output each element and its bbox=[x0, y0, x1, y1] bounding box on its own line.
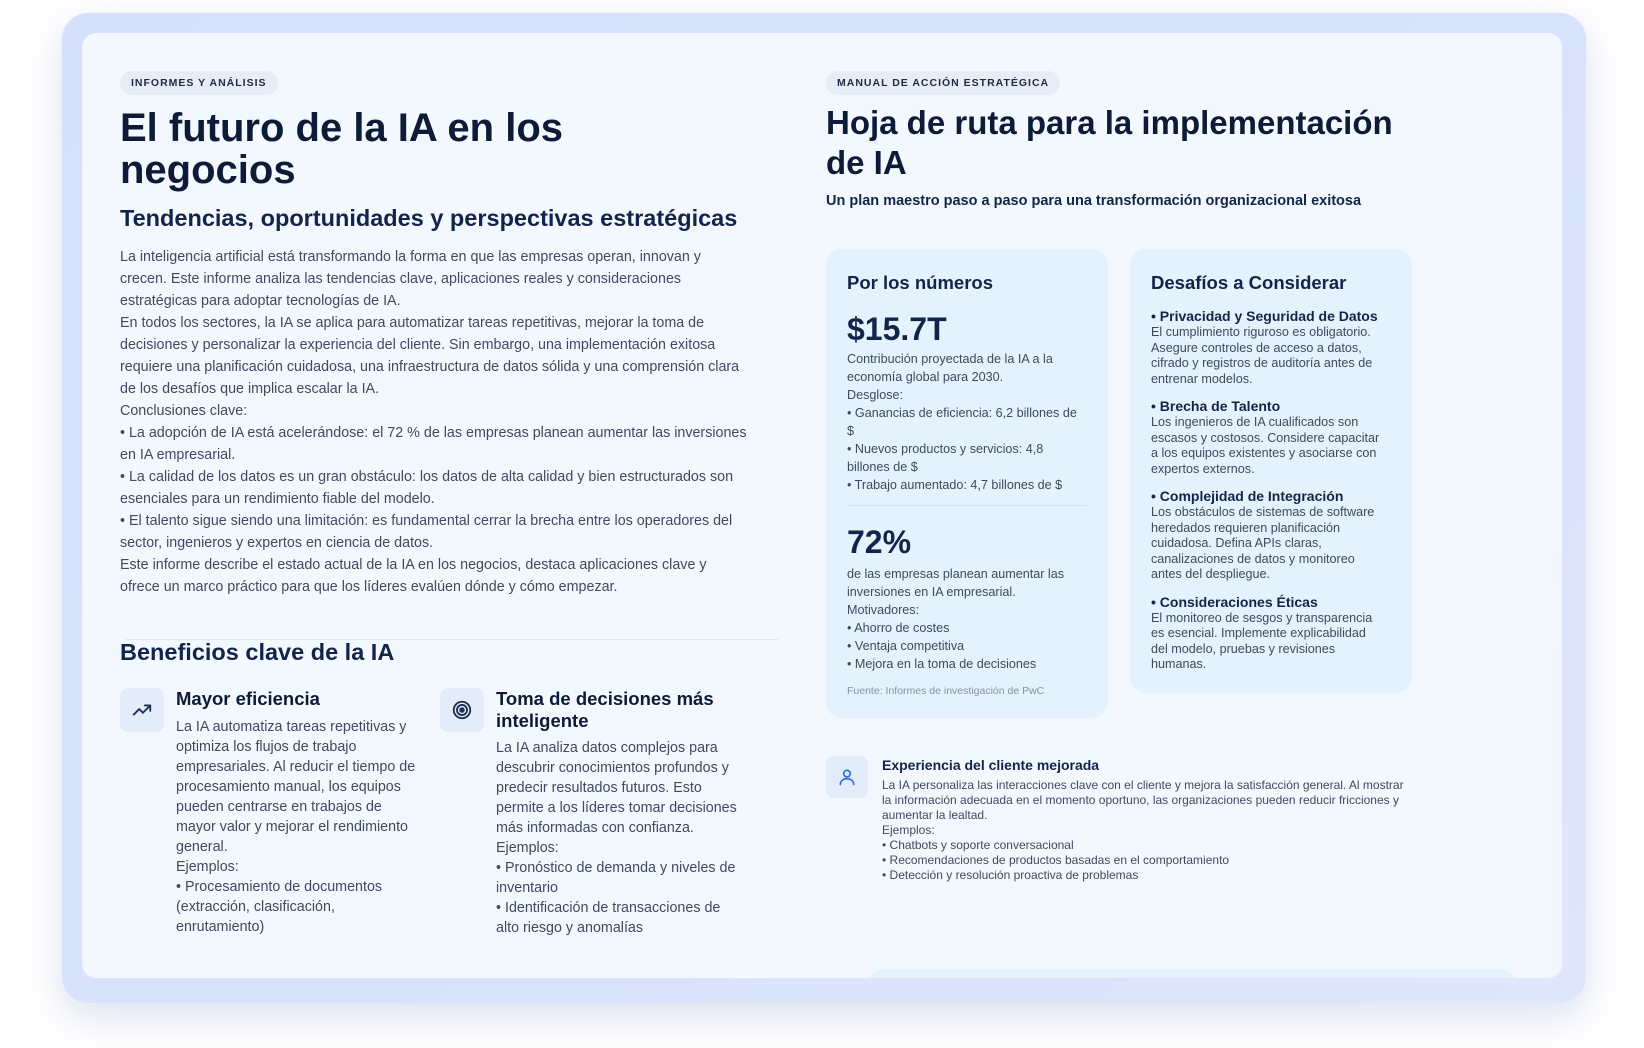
paragraph-line: ofrece un marco práctico para que los líderes evalúen dónde y cómo empezar. bbox=[120, 579, 618, 595]
stat-text-line: • Trabajo aumentado: 4,7 billones de $ bbox=[847, 478, 1063, 492]
challenge-text-line: Los ingenieros de IA cualificados son bbox=[1151, 415, 1359, 429]
customer-text-line: • Detección y resolución proactiva de problemas bbox=[882, 868, 1139, 882]
challenge-item bbox=[1151, 487, 1401, 583]
stat-text-line: • Ganancias de eficiencia: 6,2 billones de bbox=[847, 406, 1077, 420]
customer-text-line: • Recomendaciones de productos basadas en el comportamiento bbox=[882, 853, 1230, 867]
customer-experience-text bbox=[882, 778, 1422, 883]
challenge-title: • Complejidad de Integración bbox=[1151, 488, 1344, 504]
challenge-text-line: humanas. bbox=[1151, 657, 1207, 671]
benefit-text-line: La IA analiza datos complejos para bbox=[496, 740, 718, 756]
benefit-text-line: permite a los líderes tomar decisiones bbox=[496, 800, 737, 816]
stat-divider bbox=[847, 505, 1087, 506]
benefit-text-line: enrutamiento) bbox=[176, 919, 265, 935]
challenge-text-line: Los obstáculos de sistemas de software bbox=[1151, 505, 1375, 519]
stat-text-line: • Ventaja competitiva bbox=[847, 639, 965, 653]
paragraph-line: requiere una planificación cuidadosa, una infraestructura de datos sólida y una comprensión clara bbox=[120, 359, 740, 375]
benefit-text-line: predecir resultados futuros. Esto bbox=[496, 780, 702, 796]
paragraph-line: • El talento sigue siendo una limitación: es fundamental cerrar la brecha entre los operadores del bbox=[120, 513, 733, 529]
benefit-title-decisions bbox=[496, 688, 756, 732]
intro-paragraph bbox=[120, 246, 780, 598]
stat-global-contribution: $15.7T bbox=[847, 311, 947, 347]
benefit-text-line: mayor valor y mejorar el rendimiento bbox=[176, 819, 409, 835]
numbers-card bbox=[826, 249, 1108, 718]
numbers-card-title: Por los números bbox=[847, 272, 993, 293]
benefit-text-line: empresariales. Al reducir el tiempo de bbox=[176, 759, 416, 775]
stat-text-line: • Mejora en la toma de decisiones bbox=[847, 657, 1037, 671]
paragraph-line: crecen. Este informe analiza las tendencias clave, aplicaciones reales y consideraciones bbox=[120, 271, 682, 287]
paragraph-line: de los desafíos que implica escalar la IA. bbox=[120, 381, 380, 397]
benefit-text-line: procesamiento manual, los equipos bbox=[176, 779, 401, 795]
stat-text-line: Motivadores: bbox=[847, 603, 920, 617]
challenge-text-line: a los equipos existentes y asociarse con bbox=[1151, 446, 1377, 460]
paragraph-line: En todos los sectores, la IA se aplica para automatizar tareas repetitivas, mejorar la toma de bbox=[120, 315, 705, 331]
paragraph-line: • La calidad de los datos es un gran obstáculo: los datos de alta calidad y bien estructurados son bbox=[120, 469, 734, 485]
subtitle-right: Un plan maestro paso a paso para una transformación organizacional exitosa bbox=[826, 193, 1362, 209]
benefit-text-line: pueden centrarse en trabajos de bbox=[176, 799, 382, 815]
stat-text-line: inversiones en IA empresarial. bbox=[847, 585, 1016, 599]
challenge-text-line: canalizaciones de datos y monitoreo bbox=[1151, 551, 1355, 566]
benefit-text-decisions bbox=[496, 738, 756, 938]
stat-text-line: Contribución proyectada de la IA a la bbox=[847, 352, 1053, 366]
user-icon bbox=[826, 756, 868, 798]
customer-text-line: La IA personaliza las interacciones clave con el cliente y mejora la satisfacción general. Al mostrar bbox=[882, 778, 1404, 792]
paragraph-line: estratégicas para adoptar tecnologías de IA. bbox=[120, 293, 401, 309]
paragraph-line: Conclusiones clave: bbox=[120, 403, 248, 419]
customer-text-line: la información adecuada en el momento oportuno, las organizaciones pueden reducir fricciones y bbox=[882, 793, 1399, 807]
challenge-text-line: cuidadosa. Defina APIs claras, bbox=[1151, 536, 1322, 550]
challenge-text-line: antes del despliegue. bbox=[1151, 567, 1271, 581]
benefit-text-line: • Identificación de transacciones de bbox=[496, 900, 721, 916]
benefit-text-line: general. bbox=[176, 839, 228, 855]
paragraph-line: Este informe describe el estado actual de la IA en los negocios, destaca aplicaciones clave y bbox=[120, 557, 707, 573]
challenge-text-line: escasos y costosos. Considere capacitar bbox=[1151, 430, 1380, 445]
benefit-title-line: Toma de decisiones más bbox=[496, 688, 714, 709]
stat-adoption: 72% bbox=[847, 524, 912, 560]
benefit-text-line: Ejemplos: bbox=[496, 840, 559, 856]
benefit-text-line: descubrir conocimientos profundos y bbox=[496, 760, 729, 776]
benefit-title-line: inteligente bbox=[496, 710, 589, 731]
customer-experience-title: Experiencia del cliente mejorada bbox=[882, 757, 1100, 773]
paragraph-line: sector, ingenieros y expertos en ciencia de datos. bbox=[120, 535, 434, 551]
benefit-text-line: La IA automatiza tareas repetitivas y bbox=[176, 719, 407, 735]
challenge-text-line: del modelo, pruebas y revisiones bbox=[1151, 641, 1336, 656]
benefit-text-line: (extracción, clasificación, bbox=[176, 899, 335, 915]
section-badge-right: MANUAL DE ACCIÓN ESTRATÉGICA bbox=[826, 71, 1060, 95]
paragraph-line: La inteligencia artificial está transformando la forma en que las empresas operan, innovan y bbox=[120, 249, 701, 265]
stat-text-line: billones de $ bbox=[847, 460, 918, 474]
benefit-text-line: alto riesgo y anomalías bbox=[496, 920, 644, 936]
source-note: Fuente: Informes de investigación de PwC bbox=[847, 685, 1045, 697]
benefit-title-efficiency bbox=[176, 688, 320, 710]
stat-global-contribution-text bbox=[847, 350, 1093, 494]
challenge-text-line: El monitoreo de sesgos y transparencia bbox=[1151, 610, 1373, 625]
stat-text-line: • Ahorro de costes bbox=[847, 621, 950, 635]
challenge-item bbox=[1151, 593, 1401, 673]
paragraph-line: en IA empresarial. bbox=[120, 447, 236, 463]
stat-adoption-text bbox=[847, 565, 1093, 673]
trending-up-icon bbox=[120, 688, 164, 732]
challenges-card bbox=[1130, 249, 1412, 693]
benefit-text-line: inventario bbox=[496, 880, 558, 896]
customer-text-line: • Chatbots y soporte conversacional bbox=[882, 838, 1074, 852]
benefit-title-line: Mayor eficiencia bbox=[176, 688, 320, 709]
next-card-peek bbox=[868, 969, 1516, 978]
challenge-text-line: El cumplimiento riguroso es obligatorio. bbox=[1151, 325, 1371, 339]
challenge-text-line: cifrado y registros de auditoría antes de bbox=[1151, 356, 1373, 370]
challenge-text-line: Asegure controles de acceso a datos, bbox=[1151, 340, 1362, 355]
challenge-item bbox=[1151, 307, 1401, 387]
challenges-list bbox=[1151, 307, 1401, 683]
page-title-right: Hoja de ruta para la implementación de IA bbox=[826, 104, 1393, 181]
stat-text-line: $ bbox=[847, 424, 855, 438]
stat-text-line: • Nuevos productos y servicios: 4,8 bbox=[847, 442, 1044, 456]
document-page bbox=[82, 33, 1562, 978]
benefit-text-line: optimiza los flujos de trabajo bbox=[176, 739, 357, 755]
stat-text-line: economía global para 2030. bbox=[847, 370, 1004, 384]
challenges-card-title: Desafíos a Considerar bbox=[1151, 272, 1347, 293]
challenge-text-line: entrenar modelos. bbox=[1151, 371, 1253, 386]
challenge-item bbox=[1151, 397, 1401, 477]
stat-text-line: Desglose: bbox=[847, 388, 904, 402]
benefit-text-line: más informadas con confianza. bbox=[496, 820, 694, 836]
benefit-text-line: • Pronóstico de demanda y niveles de bbox=[496, 860, 736, 876]
paragraph-line: esenciales para un rendimiento fiable del modelo. bbox=[120, 491, 435, 507]
benefit-text-line: • Procesamiento de documentos bbox=[176, 879, 383, 895]
page-title-left: El futuro de la IA en los negocios bbox=[120, 106, 564, 192]
challenge-title: • Privacidad y Seguridad de Datos bbox=[1151, 308, 1378, 324]
target-icon bbox=[440, 688, 484, 732]
paragraph-line: decisiones y personalizar la experiencia del cliente. Sin embargo, una implementación exitosa bbox=[120, 337, 716, 353]
paragraph-line: • La adopción de IA está acelerándose: el 72 % de las empresas planean aumentar las inversiones bbox=[120, 425, 747, 441]
challenge-text-line: es esencial. Implemente explicabilidad bbox=[1151, 626, 1366, 640]
section-badge-left: INFORMES Y ANÁLISIS bbox=[120, 71, 278, 95]
challenge-text-line: expertos externos. bbox=[1151, 461, 1255, 476]
challenge-text-line: heredados requieren planificación bbox=[1151, 520, 1341, 535]
customer-text-line: aumentar la lealtad. bbox=[882, 808, 988, 822]
benefits-heading: Beneficios clave de la IA bbox=[120, 639, 395, 665]
customer-text-line: Ejemplos: bbox=[882, 823, 935, 837]
subtitle-left: Tendencias, oportunidades y perspectivas estratégicas bbox=[120, 205, 738, 231]
challenge-title: • Consideraciones Éticas bbox=[1151, 593, 1318, 610]
benefit-text-line: Ejemplos: bbox=[176, 859, 239, 875]
challenge-title: • Brecha de Talento bbox=[1151, 398, 1281, 414]
stat-text-line: de las empresas planean aumentar las bbox=[847, 567, 1065, 581]
benefit-text-efficiency bbox=[176, 717, 436, 937]
